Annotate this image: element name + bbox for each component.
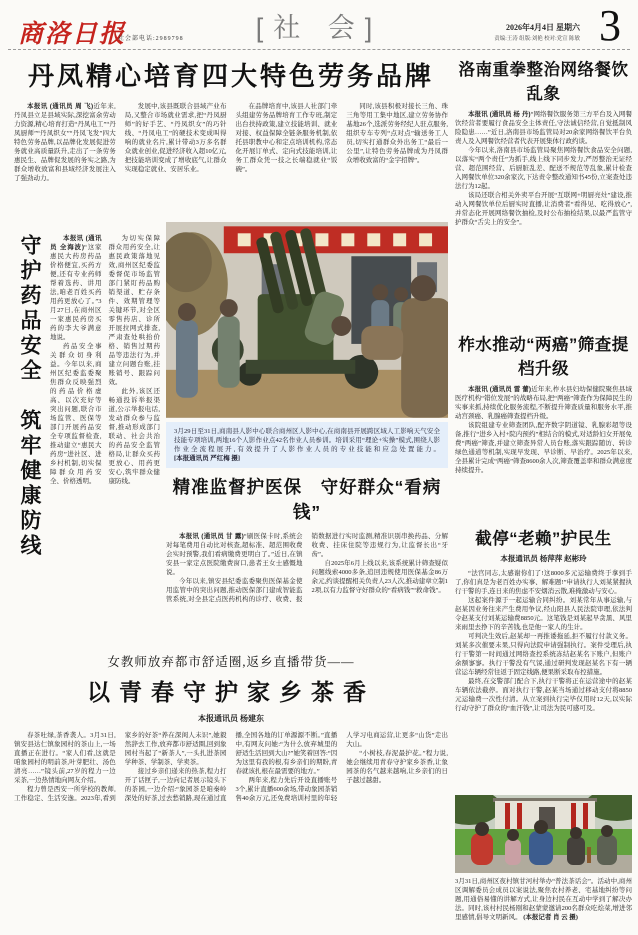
weather-modification-photo-block: [166, 222, 448, 468]
article-body: [166, 532, 448, 670]
article-body: [50, 234, 160, 650]
article-luonan-food-delivery: [455, 56, 632, 315]
article-body: [455, 385, 632, 513]
law-popularization-event-photo: [455, 795, 632, 873]
article-paragraphs: 程力曾是西安一所学校的教师,工作稳定、生活安逸。2023年,看到家乡的好茶“养在深闺人未识”,她毅然辞去工作,放弃都市舒适圈,回到象园村当起了“新茶人”,一头扎进茶园学种茶、学制茶、学卖茶。 接过乡亲们递来的热茶,程力打开了话匣子,一边向记者展示镜头下的茶园,一边介绍:“象园茶是咱秦岭深处的好茶,过去愁销路,现在通过直播,全国各地的订单源源不断。”直播中,有网友问她:“为什么放弃城里的舒适生活回到大山?”她笑着回答:“因为这里有我的根,有乡亲们的期盼,青春就该扎根在最需要的地方。” 两年来,程力先后开设直播账号3个,累计直播600余场,带动象园茶销售40余万元,还免费培训村里的年轻人学习电商运营,让更多“山货”走出大山。 “小树枝,春泥最护花。”程力说,她会继续用青春守护家乡茶香,让象园茶的名气越来越响,让乡亲们的日子越过越甜。: [14, 732, 448, 802]
article-headline: 丹凤精心培育四大特色劳务品牌: [27, 61, 434, 91]
article-paragraphs: 这起案件源于一起运输合同纠纷。刘某常年从事运输,与赵某因业务往来产生费用争议,经山阳县人民法院审理,依法判令赵某支付刘某运输费8850元。这笔钱是刘某起早贪黑、风里来雨里去挣下的辛苦钱,也是他一家人的生计。 可判决生效后,赵某却一再推诿拖延,拒不履行付款义务。刘某多次催要未果,只得向法院申请强制执行。案件受理后,执行干警第一时间通过网络查控系统冻结赵某名下账户,但账户余额寥寥。执行干警没有气馁,通过研判发现赵某名下有一辆营运车辆经常往返于固定线路,便果断采取布控措施。 最终,在交警部门配合下,执行干警将正在运营途中的赵某车辆依法截停。面对执行干警,赵某当场通过移动支付将8850元运输费一次性付清。从立案到执行完毕仅用时12天,以实际行动守护了群众的“血汗钱”,让司法为民可感可及。: [455, 597, 632, 712]
photo-caption-text: 3月29日至31日,商南县人影中心联合商州区人影中心,在商南县开展跨区域人工影响天气安全技能专项培训,两地16个人影作业点42名作业人员参训。培训采用“理论+实操”模式,围绕人影作业全流程展开,有效提升了人影作业人员的专业技能和应急处置能力。: [174, 428, 440, 453]
article-paragraphs: 今年以来,镇安县纪委监委聚焦医保基金使用监管中的突出问题,推动医保部门建成智能监管系统,对全县定点医药机构的诊疗、收费、报销数据进行实时监测,精准识别串换药品、分解收费、挂床住院等违规行为,让监督长出“牙齿”。 自2025年6月上线以来,该系统累计筛查疑似问题线索4000多条,追回违规使用医保基金86万余元,约谈提醒相关负责人23人次,推动建章立制12项,以有力监督守好群众的“看病钱”“救命钱”。: [166, 533, 448, 603]
department-phone: 社会部电话:2989798: [118, 36, 184, 42]
article-headline: 洛南重拳整治网络餐饮乱象: [458, 61, 629, 103]
article-body: [455, 110, 632, 315]
article-body: [455, 569, 632, 789]
article-first-paragraph: 春茶吐绿,茶香袭人。3月31日,镇安县达仁镇象园村的茶山上,一场直播正在进行。“家人们看,这就是咱象园村的明前茶,叶芽肥壮、汤色清亮……”镜头前,27岁的程力一边采茶,一边热情地向网友介绍。: [14, 732, 116, 784]
article-body: [14, 731, 448, 887]
article-first-paragraph: 近年来,柞水县妇幼保健院聚焦县域医疗机构“错位发展”的战略布局,把“两癌”筛查作为保障民生的实事来抓,持续优化服务流程,不断提升筛查质量和服务水平,推动宫颈癌、乳腺癌筛查提档升级。: [455, 386, 632, 420]
vertical-headline: 守护药品安全 筑牢健康防线: [18, 234, 41, 559]
article-lead-in: 本报讯 (通讯员 杨 丹): [468, 111, 531, 118]
article-paragraphs: 该院组建专业筛查团队,配齐数字阴道镜、乳腺彩超等设备,推行“进乡入村+院内预约”相结合的模式,对适龄妇女开展免费“两癌”筛查,并建立筛查异常人员台账,落实跟踪随访、转诊绿色通道等机制,实现早发现、早诊断、早治疗。2025年以来,全县累计完成“两癌”筛查8600余人次,筛查覆盖率和群众满意度持续提升。: [455, 422, 632, 474]
article-paragraphs: 今年以来,洛南县市场监管局聚焦网络餐饮食品安全问题,以落实“两个责任”为抓手,线上线下同步发力,严厉整治无证经营、超范围经营、后厨脏乱差、配送不规范等乱象,累计检查入网餐饮单位320余家次,下达责令整改通知书45份,立案查处违法行为12起。 该局还联合相关外卖平台开展“互联网+明厨亮灶”建设,推动入网餐饮单位后厨实时直播,让消费者“看得见、吃得放心”,并常态化开展网络餐饮抽检,及时公布抽检结果,以最严监管守护群众“舌尖上的安全”。: [455, 147, 632, 226]
article-first-paragraph: “这家惠民大药房药品价格便宜,买药方便,还有专业药师帮着选药、讲用法,咱老百姓买药用药更放心了。”3月27日,在商州区一家惠民药房买药的李大爷满意地说。: [50, 244, 102, 341]
date-line: 2026年4月4日 星期六: [506, 23, 580, 32]
photo-caption: [166, 422, 448, 468]
right-column: [455, 56, 632, 935]
article-headline: 精准监督护医保 守好群众“看病钱”: [172, 477, 442, 522]
photo-caption: [455, 877, 632, 935]
headline-kicker: 女教师放弃都市舒适圈,返乡直播带货——: [107, 655, 355, 669]
article-medical-insurance: [166, 474, 448, 670]
article-tea-livestream: [14, 652, 448, 887]
event-photo-art: [455, 795, 632, 873]
artillery-training-photo-art: [166, 222, 448, 418]
article-first-paragraph: “刷医保卡时,系统会对每笔费用自动比对核查,超标准、超范围收费会实时预警,我们看病缴费更明白了。”近日,在镇安县一家定点医院缴费窗口,患者王女士感慨地说。: [166, 533, 303, 576]
article-first-paragraph: “网络餐饮服务第三方平台及入网餐饮经营者要履行食品安全主体责任,守法诚信经营,自觉抵制风险隐患……”近日,洛南县市场监管局对20余家网络餐饮平台负责人及入网餐饮经营者代表开展集体行政约谈。: [455, 111, 632, 145]
article-first-paragraph: “法官同志,太感谢你们了!这8000多元运输费终于拿到手了,你们真是为老百姓办实事、解难题!”申请执行人刘某紧握执行干警的手,连日来的焦虑不安烟消云散,难掩激动与安心。: [455, 570, 632, 595]
article-lead-in: 本报讯 (通讯员 周 飞): [27, 103, 94, 110]
article-first-paragraph: 近年来,丹凤县立足县域实际,深挖富余劳动力资源,精心培育打造“丹凤电工”“丹凤厨师”“丹凤织女”“丹凤飞发”四大特色劳务品牌,以品牌化发展促进劳务就业高质量跃升,走出了一条劳务惠民生、品牌促发展的务实之路,为群众增收致富和县域经济发展注入了强劲动力。: [14, 103, 116, 182]
newspaper-masthead: 商洛日报: [18, 21, 127, 48]
article-lead-in: 本报讯 (通讯员 全海波): [50, 235, 102, 251]
article-drug-safety: [14, 234, 160, 650]
article-zhashui-cancer-screening: [455, 331, 632, 513]
article-court-enforcement: [455, 525, 632, 789]
artillery-training-photo: [166, 222, 448, 418]
article-lead-in: 本报讯 (通讯员 雷 蕾): [468, 386, 532, 393]
photo-credit: [本报通讯员 严红梅 摄]: [174, 455, 241, 462]
article-headline: 截停“老赖”护民生: [475, 530, 612, 548]
photo-credit: (本报记者 肖 云 摄): [523, 914, 578, 921]
editor-credits: 责编:王涛 组版:刘艳 校对:党宣 陈敏: [494, 36, 580, 42]
article-body: [14, 102, 448, 228]
article-lead-in: 本报讯 (通讯员 甘 露): [179, 533, 244, 540]
article-paragraphs: 发展中,该县既联合县域产业布局,又整合市场就业需求,把“丹凤厨师”的好手艺、“丹凤织女”的巧针线、“丹凤电工”的硬技术变成叫得响的就业名片,累计带动3万多名群众就业创业,促进经济收入超10亿元,把技能培训变成了增收底气,让群众实现稳定就业、安居乐业。 在品牌培育中,该县人社部门牵头组建劳务品牌培育工作专班,制定出台扶持政策,建立技能培训、就业对接、权益保障全链条服务机制,依托县职教中心和定点培训机构,常态化开展订单式、定向式技能培训,让务工群众凭一技之长端稳就业“饭碗”。 同时,该县积极对接长三角、珠三角等用工集中地区,建立劳务协作基地26个,选派劳务经纪人驻点服务,组织专车专列“点对点”输送务工人员,切实打通群众外出务工“最后一公里”,让特色劳务品牌成为丹凤群众增收致富的“金字招牌”。: [124, 103, 448, 173]
section-title: [社 会]: [255, 13, 383, 43]
header-divider: [8, 49, 630, 50]
article-paragraphs: 药品安全事关群众切身利益。今年以来,商州区纪委监委聚焦群众反映强烈的药品价格虚高、以次充好等突出问题,联合市场监管、医保等部门开展药品安全专项监督检查,推动建立“惠民大药房”进社区、进乡村机制,切实保障群众用药安全、价格透明。 为切实保障群众用药安全,让惠民政策落地见效,商州区纪委监委督促市场监管部门紧盯药品购销渠道、贮存条件、效期管理等关键环节,对全区零售药店、诊所开展拉网式排查,严肃查处哄抬价格、销售过期药品等违法行为,并建立问题台账,挂账销号、跟踪问效。 此外,该区还畅通投诉举报渠道,公示举报电话,发动群众参与监督,推动形成部门联动、社会共治的药品安全监管格局,让群众买药更放心、用药更安心,筑牢群众健康防线。: [50, 235, 160, 485]
article-byline: 本报通讯员 杨建东: [198, 714, 264, 723]
article-byline: 本报通讯员 杨萍萍 赵彬玲: [500, 554, 587, 563]
article-danfeng-labor-brands: [14, 56, 448, 228]
page-number: 3: [599, 1, 621, 50]
article-headline: 柞水推动“两癌”筛查提档升级: [458, 336, 629, 378]
photo-caption-text: 3月31日,商州区夜村镇甘河村举办“普法茶话会”。活动中,商州区调解委员会成员以案说法,聚焦农村养老、宅基地纠纷等问题,用通俗易懂的讲解方式,让身边村民在互动中学到了解决办法。同时,该村村民杨刚和赵蒙蒙邀请200名群众吃烩菜,增进邻里感情,倡导文明新风。: [455, 878, 632, 921]
article-headline: 以青春守护家乡茶香: [87, 679, 375, 705]
